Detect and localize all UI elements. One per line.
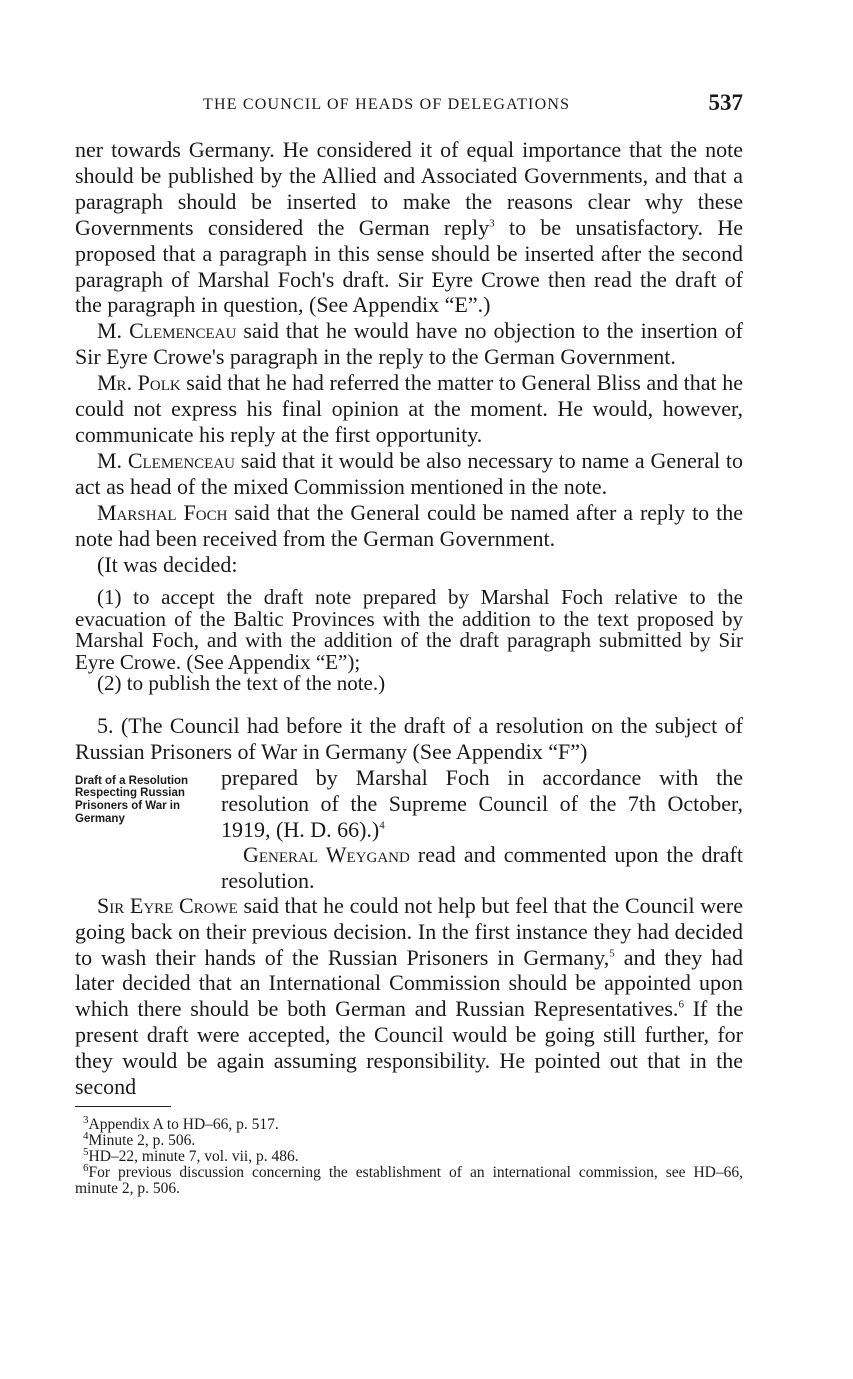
speaker-name: General Weygand bbox=[243, 842, 410, 868]
paragraph-4: M. Clemenceau said that it would be also necessary to name a General to act as head of the mixed Commission mentioned in the note. bbox=[75, 447, 743, 499]
paragraph-2: M. Clemenceau said that he would have no objection to the insertion of Sir Eyre Crowe's paragraph in the reply to the German Government. bbox=[75, 318, 743, 370]
page-header bbox=[75, 92, 745, 122]
page-number: 537 bbox=[708, 90, 743, 115]
decision-item-1: (1) to accept the draft note prepared by Marshal Foch relative to the evacuation of the Baltic Provinces with the addition to the text proposed by Marshal Foch, and with the addition of the draft paragraph submitted by Sir Eyre Crowe. (See Appendix “E”); bbox=[75, 585, 743, 674]
footnote-4: $^4$Minute 2, p. 506. bbox=[83, 1129, 196, 1149]
footnote-ref-3: 3 bbox=[489, 217, 495, 230]
paragraph-weygand: General Weygand read and commented upon the draft resolution. bbox=[221, 842, 743, 894]
page-body bbox=[75, 137, 743, 1197]
paragraph-1: ner towards Germany. He considered it of equal importance that the note should be published by the Allied and Associated Governments, and that a paragraph should be inserted to make the reasons clear why these Governments considered the German reply$^3$ to be unsatisfactory. He proposed that a paragraph in this sense should be inserted after the second paragraph of Marshal Foch's draft. Sir Eyre Crowe then read the draft of the paragraph in question, (See Appendix “E”.) bbox=[75, 137, 743, 318]
footnote-3: $^3$Appendix A to HD–66, p. 517. bbox=[83, 1113, 279, 1133]
paragraph-crowe: Sir Eyre Crowe said that he could not help but feel that the Council were going back on their previous decision. In the first instance they had decided to wash their hands of the Russian Prisoners in Germany,$^5$ and they had later decided that an International Commission should be appointed upon which there should be both German and Russian Representatives.$^6$ If the present draft were accepted, the Council would be going still further, for they would be again assuming responsibility. He pointed out that in the second bbox=[75, 892, 744, 1100]
speaker-name: M. Clemenceau bbox=[97, 318, 237, 344]
decision-list bbox=[75, 587, 743, 695]
speaker-name: Marshal Foch bbox=[97, 499, 228, 525]
speaker-name: M. Clemenceau bbox=[97, 447, 236, 473]
speaker-name: Mr. Polk bbox=[97, 370, 181, 396]
footnote-5: $^5$HD–22, minute 7, vol. vii, p. 486. bbox=[83, 1145, 299, 1165]
footnote-ref-5: 5 bbox=[609, 947, 615, 960]
paragraph-item-5: 5. (The Council had before it the draft of a resolution on the subject of Russian Prisoners of War in Germany (See Appendix “F”) bbox=[75, 712, 743, 764]
speaker-name: Sir Eyre Crowe bbox=[97, 892, 238, 918]
decision-intro: (It was decided: bbox=[97, 551, 238, 577]
footnote-ref-6: 6 bbox=[678, 999, 684, 1012]
running-title: THE COUNCIL OF HEADS OF DELEGATIONS bbox=[203, 96, 571, 113]
paragraph-3: Mr. Polk said that he had referred the matter to General Bliss and that he could not express his final opinion at the moment. He would, however, communicate his reply at the first opportunity. bbox=[75, 370, 743, 447]
footnote-6: $^6$For previous discussion concerning the establishment of an international commission, see HD–66, minute 2, p. 506. bbox=[75, 1161, 743, 1197]
marginal-sidenote: Draft of a Resolution Respecting Russian Prisoners of War in Germany bbox=[75, 774, 189, 825]
footnote-ref-4: 4 bbox=[379, 819, 385, 832]
footnote-rule bbox=[75, 1106, 171, 1107]
paragraph-5: Marshal Foch said that the General could be named after a reply to the note had been received from the German Government. bbox=[75, 499, 743, 551]
sidenote-section bbox=[75, 765, 743, 893]
decision-item-2: (2) to publish the text of the note.) bbox=[97, 671, 386, 696]
paragraph-item-5-cont: prepared by Marshal Foch in accordance with the resolution of the Supreme Council of the 7th October, 1919, (H. D. 66).)$^4$ bbox=[221, 764, 743, 842]
footnotes bbox=[75, 1113, 743, 1197]
